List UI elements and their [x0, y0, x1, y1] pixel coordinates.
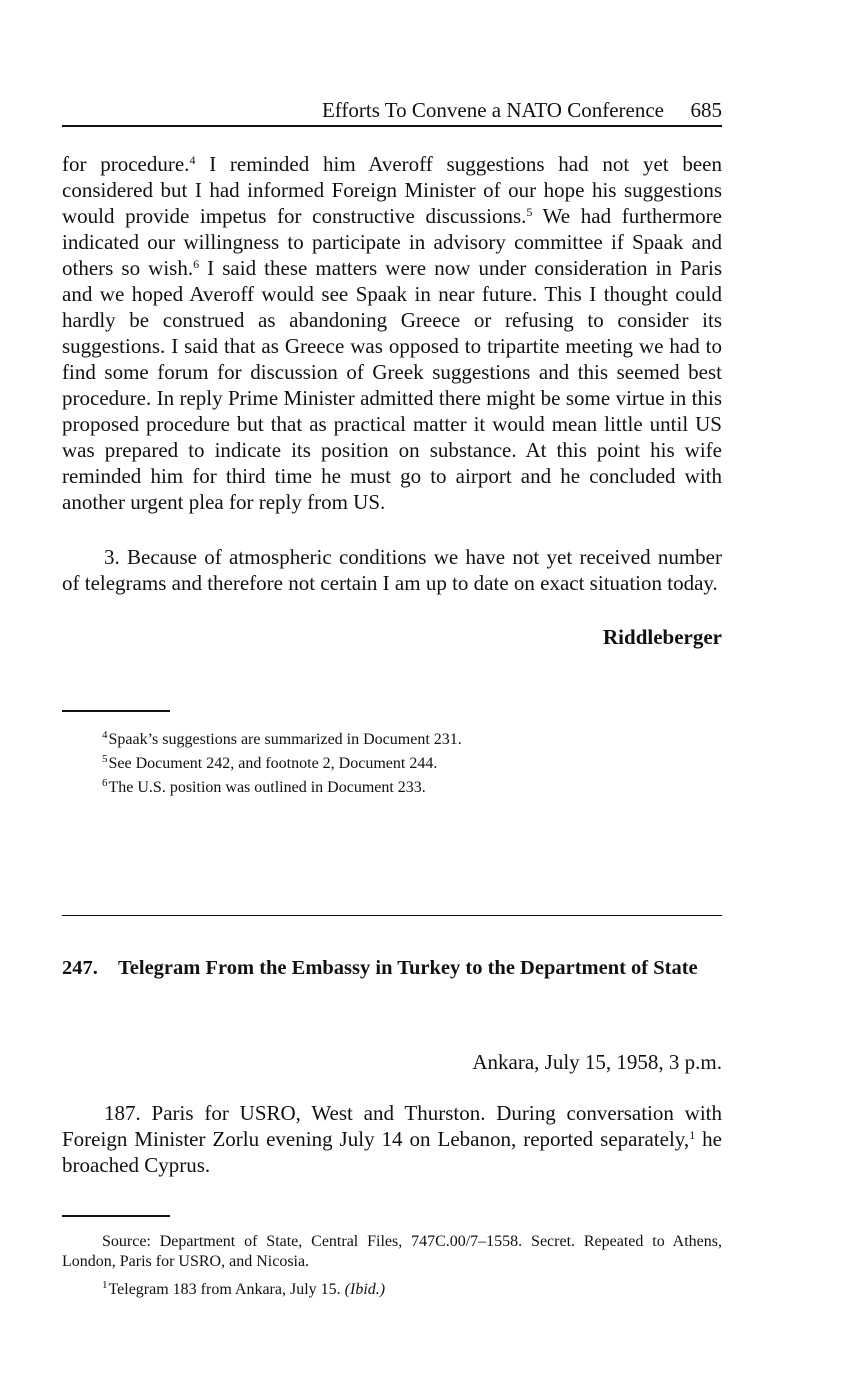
- footnote-ref: 6: [193, 257, 200, 271]
- footnote-text: Spaak’s suggestions are summarized in Document 231.: [108, 731, 462, 748]
- footnote-number: 4: [102, 729, 108, 741]
- footnote-text: The U.S. position was outlined in Document 233.: [108, 779, 426, 796]
- footnote-ibid: (Ibid.): [344, 1281, 386, 1298]
- footnote: [102, 748, 437, 775]
- paragraph-text: I reminded him Averoff suggestions had not yet been considered but I had informed Foreign Minister of our hope his suggestions would provide impetus for constructive discussions.: [62, 152, 722, 228]
- paragraph-text: he broached Cyprus.: [62, 1127, 722, 1177]
- paragraph-text: 187. Paris for USRO, West and Thurston. During conversation with Foreign Minister Zorlu evening July 14 on Lebanon, reported separately,: [62, 1101, 722, 1151]
- footnote-divider: [62, 710, 170, 712]
- footnote-text: See Document 242, and footnote 2, Document 244.: [108, 755, 438, 772]
- continued-paragraph: [62, 151, 722, 515]
- footnote-ref: 4: [189, 153, 196, 167]
- footnote-number: 1: [102, 1279, 108, 1291]
- footnote: [102, 724, 462, 751]
- source-note: Source: Department of State, Central Files, 747C.00/7–1558. Secret. Repeated to Athens, London, Paris for USRO, and Nicosia.: [62, 1233, 722, 1270]
- paragraph-text: for procedure.: [62, 152, 190, 176]
- footnote-ref: 1: [689, 1128, 696, 1142]
- document-paragraph: [62, 1100, 722, 1178]
- footnote-number: 6: [102, 777, 108, 789]
- numbered-paragraph: 3. Because of atmospheric conditions we have not yet received number of telegrams and therefore not certain I am up to date on exact situation today.: [62, 545, 722, 595]
- document-title: Telegram From the Embassy in Turkey to the Department of State: [118, 957, 698, 979]
- footnote: [102, 1274, 385, 1301]
- footnote-text: Telegram 183 from Ankara, July 15.: [108, 1281, 345, 1298]
- footnote-divider: [62, 1215, 170, 1217]
- footnote-ref: 5: [526, 205, 533, 219]
- footnote-number: 5: [102, 753, 108, 765]
- signature: Riddleberger: [603, 625, 722, 649]
- section-divider: [62, 915, 722, 916]
- dateline: Ankara, July 15, 1958, 3 p.m.: [472, 1050, 722, 1074]
- paragraph-text: We had furthermore indicated our willingness to participate in advisory committee if Spaak and others so wish.: [62, 204, 722, 280]
- paragraph-text: I said these matters were now under consideration in Paris and we hoped Averoff would see Spaak in near future. This I thought could hardly be construed as abandoning Greece or refusing to consider its suggestions. I said that as Greece was opposed to tripartite meeting we had to find some forum for discussion of Greek suggestions and this seemed best procedure. In reply Prime Minister admitted there might be some virtue in this proposed procedure but that as practical matter it would mean little until US was prepared to indicate its position on substance. At this point his wife reminded him for third time he must go to airport and he concluded with another urgent plea for reply from US.: [62, 256, 722, 514]
- document-number: 247.: [62, 957, 98, 979]
- running-title: Efforts To Convene a NATO Conference: [321, 98, 664, 122]
- footnote: [102, 772, 426, 799]
- running-header: [62, 98, 722, 127]
- page-number: 685: [690, 98, 722, 122]
